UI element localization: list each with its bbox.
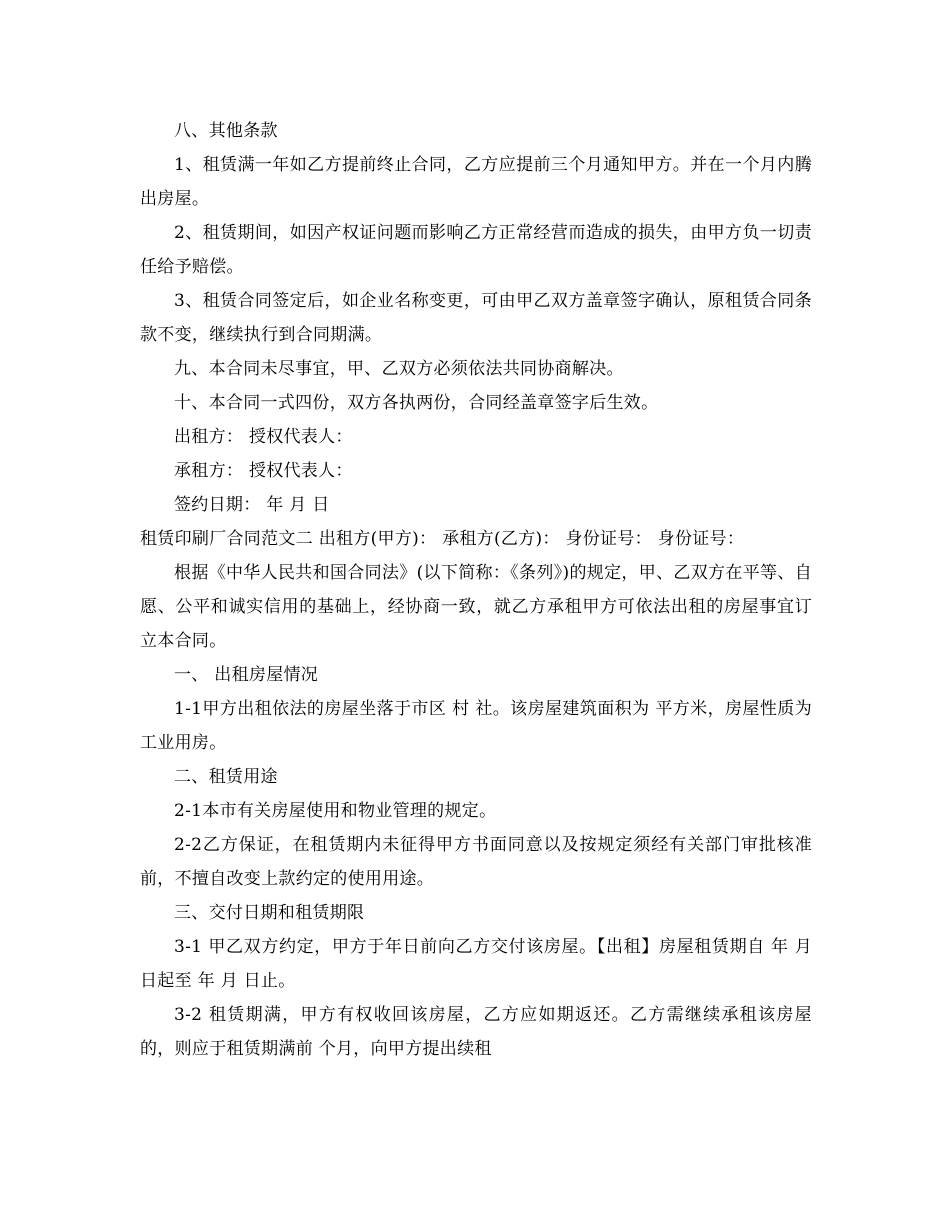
clause-paragraph: 3-1 甲乙双方约定，甲方于年日前向乙方交付该房屋。【出租】房屋租赁期自 年 月 日起至 年 月 日止。 [140, 937, 812, 991]
clause-paragraph: 十、本合同一式四份，双方各执两份，合同经盖章签字后生效。 [174, 393, 659, 413]
lessor-signature-line: 出租方： 授权代表人： [174, 427, 353, 447]
clause-paragraph: 九、本合同未尽事宜，甲、乙双方必须依法共同协商解决。 [174, 359, 624, 379]
clause-paragraph: 3、租赁合同签定后，如企业名称变更，可由甲乙双方盖章签字确认，原租赁合同条款不变，继续执行到合同期满。 [140, 291, 812, 345]
contract-two-heading: 租赁印刷厂合同范文二 出租方(甲方)： 承租方(乙方)： 身份证号： 身份证号： [140, 529, 745, 549]
clause-paragraph: 2-2乙方保证，在租赁期内未征得甲方书面同意以及按规定须经有关部门审批核准前，不擅自改变上款约定的使用用途。 [140, 835, 812, 889]
section-heading-term: 三、交付日期和租赁期限 [174, 903, 365, 923]
section-heading-premises: 一、 出租房屋情况 [174, 665, 319, 685]
clause-paragraph: 3-2 租赁期满，甲方有权收回该房屋，乙方应如期返还。乙方需继续承租该房屋的，则应于租赁期满前 个月，向甲方提出续租 [140, 1005, 812, 1059]
clause-paragraph: 2、租赁期间，如因产权证问题而影响乙方正常经营而造成的损失，由甲方负一切责任给予赔偿。 [140, 223, 812, 277]
section-heading-usage: 二、租赁用途 [174, 767, 278, 787]
section-heading-other-terms: 八、其他条款 [174, 121, 278, 141]
lessee-signature-line: 承租方： 授权代表人： [174, 461, 353, 481]
clause-paragraph: 2-1本市有关房屋使用和物业管理的规定。 [174, 801, 497, 821]
clause-paragraph: 1-1甲方出租依法的房屋坐落于市区 村 社。该房屋建筑面积为 平方米，房屋性质为工业用房。 [140, 699, 812, 753]
signing-date-line: 签约日期： 年 月 日 [174, 495, 330, 515]
preamble-paragraph: 根据《中华人民共和国合同法》(以下简称：《条列》)的规定，甲、乙双方在平等、自愿、公平和诚实信用的基础上，经协商一致，就乙方承租甲方可依法出租的房屋事宜订立本合同。 [140, 563, 812, 651]
document-body [140, 114, 812, 1066]
clause-paragraph: 1、租赁满一年如乙方提前终止合同，乙方应提前三个月通知甲方。并在一个月内腾出房屋。 [140, 155, 812, 209]
